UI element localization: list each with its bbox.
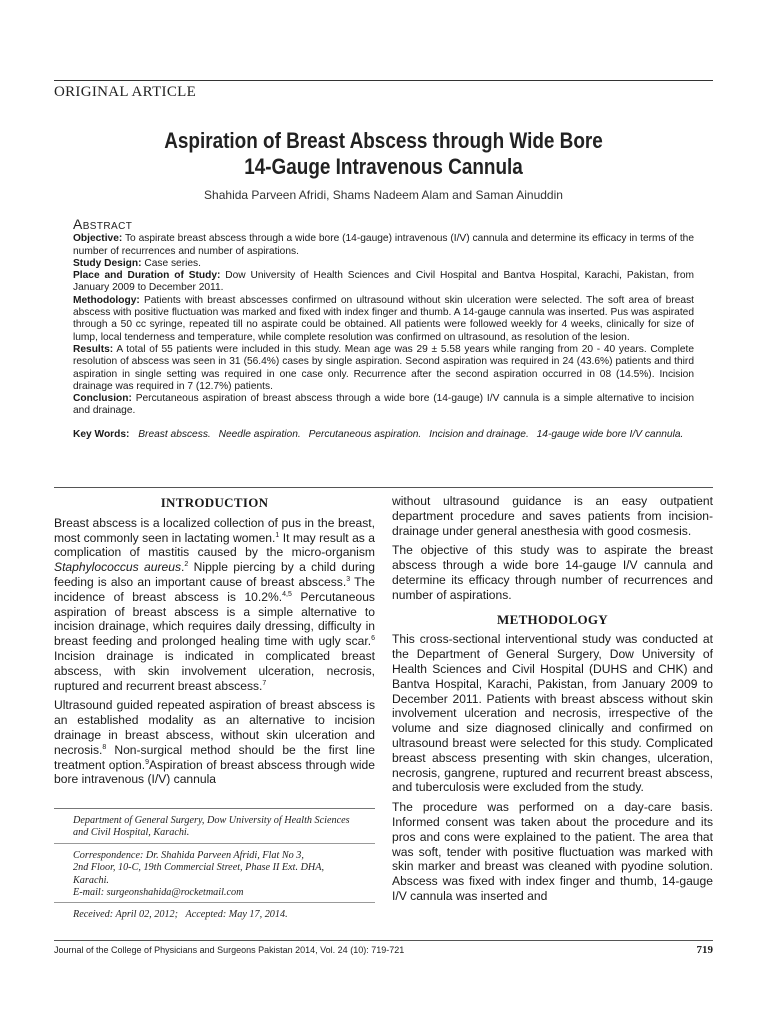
citation-ref: 1 [275, 531, 280, 539]
abstract-methodology [73, 295, 694, 344]
study-design-label: Study Design: [73, 257, 142, 269]
key-words-label: Key Words: [73, 428, 130, 440]
place-text: Dow University of Health Sciences and Civil Hospital and Bantva Hospital, Karachi, Pakistan, from January 2009 to December 2011. [73, 270, 694, 294]
conclusion-text: Percutaneous aspiration of breast abscess through a wide bore (14-gauge) I/V cannula is a simple alternative to incision and drainage. [73, 393, 694, 417]
introduction-heading: INTRODUCTION [160, 495, 269, 510]
key-word-item: Percutaneous aspiration. [308, 428, 422, 440]
place-label: Place and Duration of Study: [73, 270, 221, 282]
author-list: Shahida Parveen Afridi, Shams Nadeem Alam and Saman Ainuddin [204, 188, 563, 202]
citation-ref: 6 [371, 635, 375, 643]
abstract-divider [54, 487, 713, 488]
page-number: 719 [696, 944, 713, 956]
article-title-line-2: 14-Gauge Intravenous Cannula [244, 154, 523, 179]
abstract-objective [73, 233, 694, 258]
citation-ref: 2 [184, 561, 189, 569]
header-rule [54, 80, 713, 81]
article-title [100, 128, 667, 180]
key-word-item: Breast abscess. [138, 428, 211, 440]
introduction-paragraph-2-continued: without ultrasound guidance is an easy outpatient department procedure and saves patients from incision-drainage under general anesthesia with good cosmesis. [392, 494, 713, 538]
abstract-place [73, 270, 694, 295]
study-design-text: Case series. [141, 257, 201, 269]
footer-rule [54, 940, 713, 941]
objective-text: To aspirate breast abscess through a wide bore (14-gauge) intravenous (I/V) cannula and determine its efficacy in terms of the number of recurrences and number of aspirations. [73, 233, 694, 257]
methodology-heading: METHODOLOGY [497, 611, 608, 627]
introduction-paragraph-1: Breast abscess is a localized collection of pus in the breast, most commonly seen in lactating women.$^1$ It may result as a complication of mastitis caused by the micro-organism Staphylococcus aureus.$^2$ Nipple piercing by a child during feeding is also an important cause of breast abscess.$^3$ The incidence of breast abscess is 10.2%.$^{4,5}$ Percutaneous aspiration of breast abscess is a simple alternative to incision drainage, which requires daily dressing, difficulty in breast feeding and prolonged healing time with ugly scar.$^6$ Incision drainage is indicated in complicated breast abscess, with skin involvement ulceration, necrosis, ruptured and recurrent breast abscess.$^7$ [54, 515, 375, 693]
abstract-results [73, 344, 694, 393]
objective-label: Objective: [73, 233, 123, 245]
citation-ref: 7 [262, 679, 267, 687]
introduction-paragraph-2: Ultrasound guided repeated aspiration of breast abscess is an established modality as an alternative to incision drainage in breast abscess, without skin ulceration and necrosis.$^8$ Non-surgical method should be the first line treatment option.$^9$Aspiration of breast abscess through wide bore intravenous (I/V) cannula [54, 698, 375, 787]
correspondence-email: E-mail: surgeonshahida@rocketmail.com [73, 887, 244, 899]
methodology-paragraph-2: The procedure was performed on a day-care basis. Informed consent was taken about the procedure and its pros and cons were explained to the patient. The area that was soft, tender with positive fluctuation was marked with skin marker and breast was cleaned with pyodine solution. Abscess was fixed with index finger and thumb, 14-gauge I/V cannula was inserted and [392, 800, 713, 903]
citation-ref: 3 [346, 575, 351, 583]
introduction-paragraph-3: The objective of this study was to aspirate the breast abscess through a wide bore 14-gauge I/V cannula and determine its efficacy through number of recurrences and number of aspirations. [392, 543, 713, 602]
affiliation-note: Department of General Surgery, Dow University of Health Sciences and Civil Hospital, Karachi. [54, 809, 375, 844]
key-word-item: Needle aspiration. [218, 428, 301, 440]
key-word-item: 14-gauge wide bore I/V cannula. [536, 428, 684, 440]
citation-ref: 4,5 [282, 590, 292, 598]
methodology-label: Methodology: [73, 294, 140, 306]
received-accepted-dates: Received: April 02, 2012; Accepted: May 17, 2014. [73, 909, 288, 921]
conclusion-label: Conclusion: [73, 393, 132, 405]
correspondence-note: Correspondence: Dr. Shahida Parveen Afridi, Flat No 3, 2nd Floor, 10-C, 19th Commercial Street, Phase II Ext. DHA, Karachi. E-mail: surgeonshahida@rocketmail.com [54, 844, 375, 904]
methodology-paragraph-1: This cross-sectional interventional study was conducted at the Department of General Surgery, Dow University of Health Sciences and Civil Hospital (DUHS and CHK) and Bantva Hospital, Karachi, Pakistan, from January 2009 to December 2011. Patients with breast abscess without skin involvement ulceration and necrosis, irrespective of the volume and size diagnosed clinically and confirmed on ultrasound breast were selected for this study. Complicated breast abscess presenting with skin changes, ulceration, necrosis, gangrene, ruptured and recurrent breast abscess, and tuberculosis were excluded from the study. [392, 632, 713, 795]
page-footer [54, 945, 713, 955]
abstract-study-design [73, 258, 694, 270]
left-column [54, 494, 375, 792]
article-title-line-1: Aspiration of Breast Abscess through Wide Bore [164, 128, 603, 153]
results-label: Results: [73, 343, 114, 355]
citation-ref: 8 [102, 743, 107, 751]
results-text: A total of 55 patients were included in this study. Mean age was 29 ± 5.58 years while ranging from 20 - 40 years. Complete resolution of abscess was seen in 31 (56.4%) cases by single aspiration. Second aspiration was required in 24 (43.6%) patients and third aspiration in single setting was required in one case only. Recurrence after the second aspiration occurred in 08 (14.5%). Incision drainage was required in 7 (12.7%) patients. [73, 343, 694, 392]
abstract-conclusion [73, 393, 694, 418]
organism-name: Staphylococcus aureus [54, 560, 182, 575]
introduction-paragraph-2-cont: Aspiration of breast abscess through wide bore intravenous (I/V) cannula [54, 757, 375, 787]
citation-ref: 9 [145, 758, 149, 766]
right-column [392, 494, 713, 909]
abstract-heading: Abstract [73, 216, 133, 232]
author-footnotes [54, 808, 375, 925]
article-type-label: ORIGINAL ARTICLE [54, 84, 197, 100]
methodology-text: Patients with breast abscesses confirmed on ultrasound without skin ulceration were selected. The soft area of breast abscess with positive fluctuation was marked and fixed with index finger and thumb. A 14-gauge cannula was inserted. Pus was aspirated through a 50 cc syringe, repeated till no aspirate could be obtained. All patients were followed weekly for 4 weeks, clinically for size of lump, local tenderness and temperature, while complete resolution was confirmed on ultrasound, as resolution of the lesion. [73, 294, 694, 343]
journal-citation: Journal of the College of Physicians and Surgeons Pakistan 2014, Vol. 24 (10): 719-721 [54, 945, 405, 955]
key-word-item: Incision and drainage. [429, 428, 529, 440]
key-words [73, 429, 694, 441]
abstract-section [73, 218, 694, 441]
